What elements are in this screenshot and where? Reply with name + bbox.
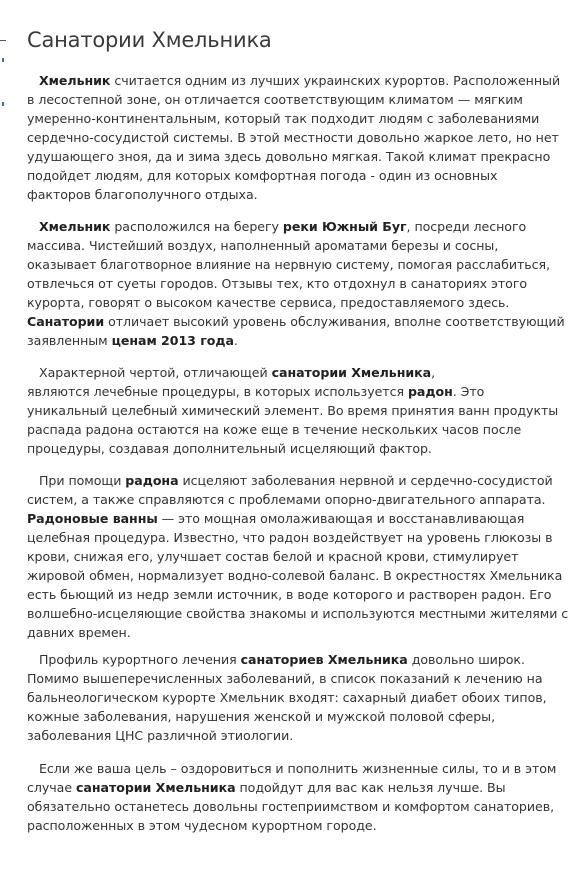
paragraph-line <box>27 726 575 745</box>
bold-keyword: ценам 2013 года <box>111 333 234 348</box>
bold-keyword: радон <box>407 384 453 399</box>
paragraph-line <box>27 650 575 669</box>
paragraph-line <box>27 90 575 109</box>
paragraph-line <box>27 688 575 707</box>
paragraph-line <box>27 236 575 255</box>
paragraph-line <box>27 509 575 528</box>
bold-keyword: санатории Хмельника <box>76 780 236 795</box>
bold-keyword: Радоновые ванны <box>27 511 158 526</box>
text-run: Помимо вышеперечисленных заболеваний, в список показаний к лечению на <box>27 671 543 686</box>
text-run: массива. Чистейший воздух, наполненный ароматами березы и сосны, <box>27 238 499 253</box>
text-run: , <box>431 365 436 380</box>
text-run: Характерной чертой, отличающей <box>39 365 272 380</box>
paragraph-line <box>27 293 575 312</box>
paragraph-line <box>27 185 575 204</box>
text-run: отвлечься от суеты городов. Отзывы тех, кто отдохнул в санаториях этого <box>27 276 528 291</box>
text-run: жировой обмен, нормализует водно-солевой баланс. В окрестностях Хмельника <box>27 568 563 583</box>
text-run: давних времен. <box>27 625 131 640</box>
bold-keyword: реки Южный Буг <box>282 219 407 234</box>
left-edge-marks <box>0 0 12 120</box>
text-run: расположенных в этом чудесном курортном городе. <box>27 818 377 833</box>
text-run: курорта, говорят о высоком качестве сервиса, предоставляемого здесь. <box>27 295 510 310</box>
paragraph-line <box>27 669 575 688</box>
page-title: Санатории Хмельника <box>27 28 272 52</box>
paragraph-line <box>27 707 575 726</box>
bold-keyword: санатории Хмельника <box>271 365 432 380</box>
text-run: факторов благополучного отдыха. <box>27 187 258 202</box>
text-run: систем, а также справляются с проблемами опорно-двигательного аппарата. <box>27 492 546 507</box>
text-run: крови, снижая его, улучшает состав белой и красной крови, стимулирует <box>27 549 519 564</box>
text-run: отличает высокий уровень обслуживания, вполне соответствующий <box>104 314 565 329</box>
bold-keyword: Хмельник <box>39 219 111 234</box>
text-run: уникальный целебный химический элемент. Во время принятия ванн продукты <box>27 403 559 418</box>
text-run: подойдет людям, для которых комфортная погода - один из основных <box>27 168 498 183</box>
paragraph-line <box>27 363 575 382</box>
text-run: процедуры, создавая дополнительный исцеляющий фактор. <box>27 441 432 456</box>
text-run: довольно широк. <box>407 652 525 667</box>
paragraph-line <box>27 439 575 458</box>
paragraph-line <box>27 585 575 604</box>
bold-keyword: санаториев Хмельника <box>240 652 408 667</box>
paragraph-line <box>27 759 575 778</box>
text-run: оказывает благотворное влияние на нервную систему, помогая расслабиться, <box>27 257 551 272</box>
paragraph-line <box>27 420 575 439</box>
paragraph <box>27 71 575 204</box>
paragraph-line <box>27 566 575 585</box>
paragraph-line <box>27 528 575 547</box>
text-run: Если же ваша цель – оздоровиться и пополнить жизненные силы, то и в этом <box>39 761 557 776</box>
paragraph-line <box>27 816 575 835</box>
text-run: распада радона остаются на коже еще в течение нескольких часов после <box>27 422 522 437</box>
paragraph-line <box>27 217 575 236</box>
text-run: умеренно-континентальным, который так подходит людям с заболеваниями <box>27 111 540 126</box>
paragraph <box>27 217 575 350</box>
text-run: являются лечебные процедуры, в которых используется <box>27 384 408 399</box>
text-run: Профиль курортного лечения <box>39 652 241 667</box>
paragraph-line <box>27 109 575 128</box>
text-run: удушающего зноя, да и зима здесь довольно мягкая. Такой климат прекрасно <box>27 149 551 164</box>
text-run: кожные заболевания, нарушения женской и мужской половой сферы, <box>27 709 496 724</box>
text-run: При помощи <box>39 473 126 488</box>
paragraph-line <box>27 147 575 166</box>
bold-keyword: Санатории <box>27 314 105 329</box>
paragraph-line <box>27 604 575 623</box>
bold-keyword: радона <box>125 473 179 488</box>
text-run: заявленным <box>27 333 112 348</box>
edge-tick <box>2 58 4 62</box>
paragraph-line <box>27 623 575 642</box>
paragraph-line <box>27 71 575 90</box>
text-run: целебная процедура. Известно, что радон воздействует на уровень глюкозы в <box>27 530 553 545</box>
paragraph-line <box>27 312 575 331</box>
paragraph <box>27 759 575 835</box>
paragraph-line <box>27 778 575 797</box>
paragraph-line <box>27 401 575 420</box>
paragraph-line <box>27 490 575 509</box>
paragraph-line <box>27 166 575 185</box>
text-run: заболевания ЦНС различной этиологии. <box>27 728 294 743</box>
text-run: . <box>233 333 238 348</box>
paragraph <box>27 650 575 745</box>
text-run: — это мощная омолаживающая и восстанавливающая <box>157 511 525 526</box>
edge-tick <box>2 102 4 106</box>
paragraph <box>27 363 575 458</box>
paragraph-line <box>27 128 575 147</box>
paragraph-line <box>27 797 575 816</box>
bold-keyword: Хмельник <box>39 73 111 88</box>
paragraph <box>27 471 575 642</box>
text-run: обязательно останетесь довольны гостеприимством и комфортом санаториев, <box>27 799 555 814</box>
paragraph-line <box>27 547 575 566</box>
paragraph-line <box>27 331 575 350</box>
text-run: считается одним из лучших украинских курортов. Расположенный <box>110 73 561 88</box>
text-run: сердечно-сосудистой системы. В этой местности довольно жаркое лето, но нет <box>27 130 559 145</box>
text-run: исцеляют заболевания нервной и сердечно-сосудистой <box>178 473 553 488</box>
text-run: случае <box>27 780 76 795</box>
paragraph-line <box>27 382 575 401</box>
text-run: волшебно-исцеляющие свойства знакомы и используются местными жителями с <box>27 606 569 621</box>
text-run: , посреди лесного <box>406 219 527 234</box>
text-run: . Это <box>452 384 485 399</box>
paragraph-line <box>27 255 575 274</box>
edge-dash <box>0 40 6 41</box>
text-run: подойдут для вас как нельзя лучше. Вы <box>235 780 506 795</box>
text-run: расположился на берегу <box>110 219 283 234</box>
text-run: есть бьющий из недр земли источник, в воде которого и растворен радон. Его <box>27 587 552 602</box>
text-run: бальнеологическом курорте Хмельник входят: сахарный диабет обоих типов, <box>27 690 547 705</box>
paragraph-line <box>27 471 575 490</box>
text-run: в лесостепной зоне, он отличается соответствующим климатом — мягким <box>27 92 523 107</box>
paragraph-line <box>27 274 575 293</box>
